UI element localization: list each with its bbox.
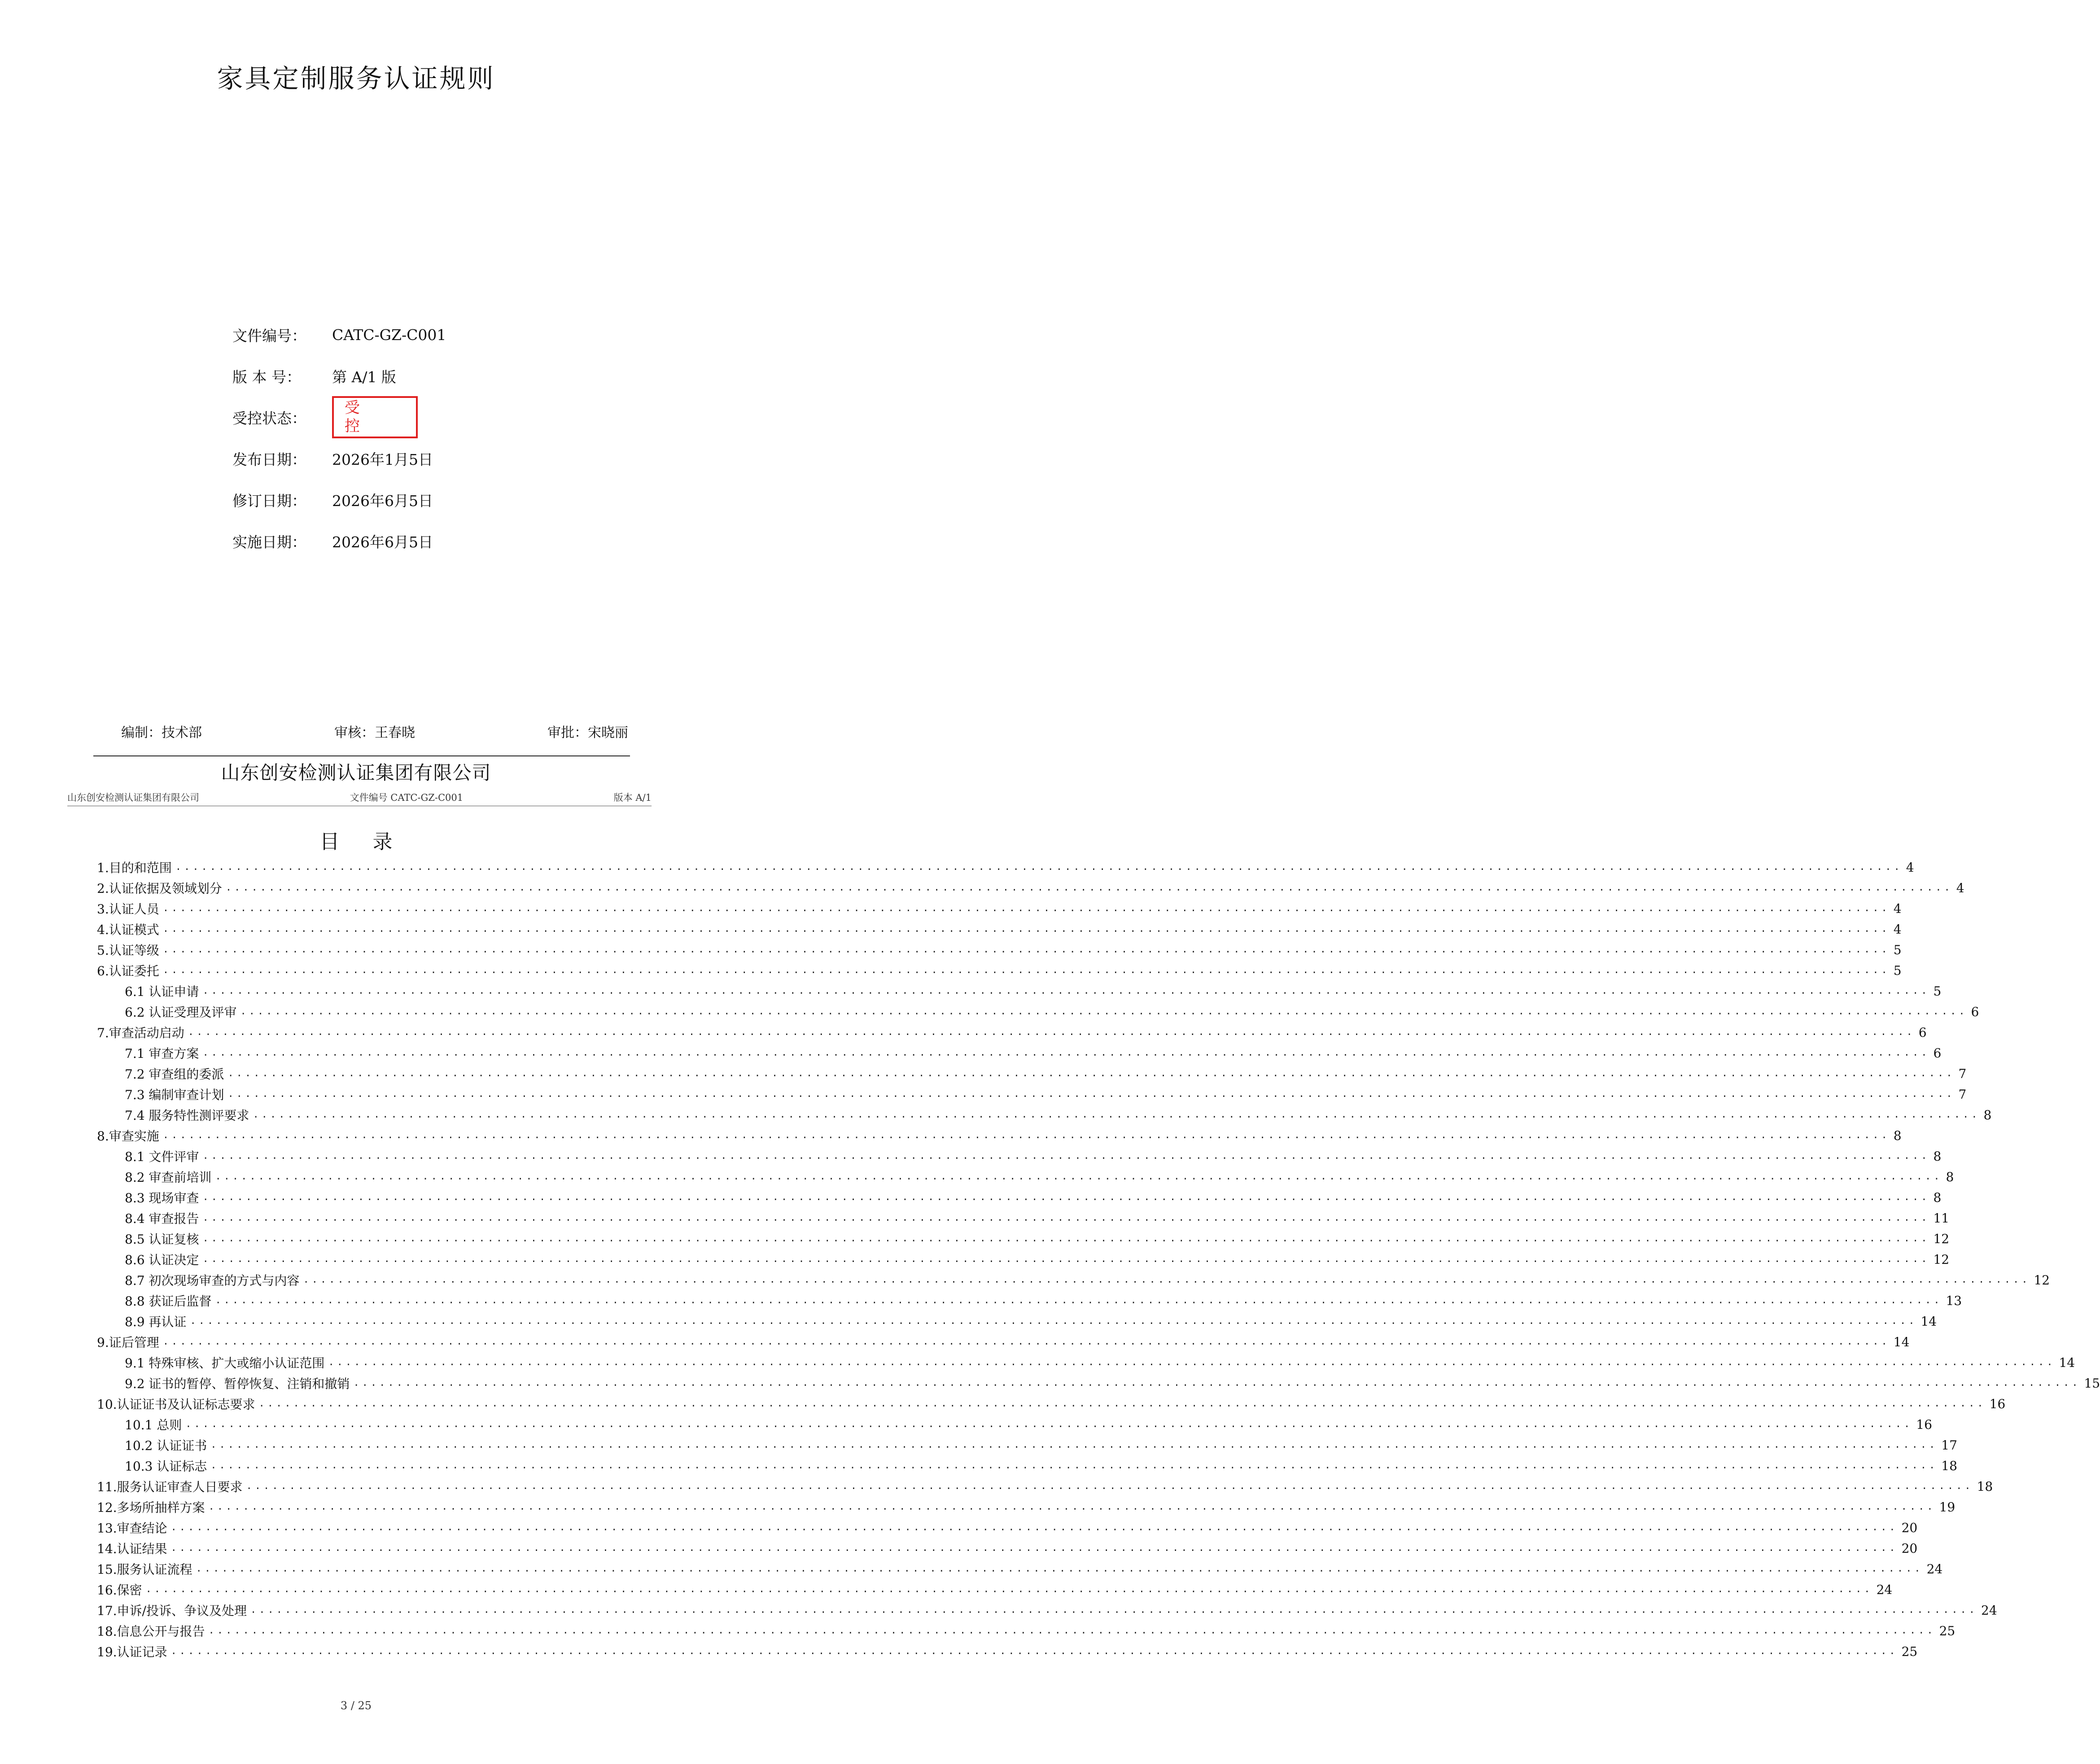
toc-leader-dots: ........................................................................................................................................................................................................ (162, 1336, 1890, 1347)
toc-leader-dots: ........................................................................................................................................................................................................ (228, 1088, 1955, 1100)
toc-entry-page: 8 (1983, 1107, 1992, 1122)
toc-leader-dots: ........................................................................................................................................................................................................ (171, 1646, 1898, 1657)
meta-value: CATC-GZ-C001 (332, 326, 446, 344)
toc-entry-title: 7.审查活动启动 (97, 1026, 184, 1040)
header-version: 版本 A/1 (613, 792, 652, 803)
toc-entry[interactable] (97, 1228, 1950, 1249)
toc-entry-title: 14.认证结果 (97, 1541, 167, 1556)
toc-entry-page: 11 (1933, 1210, 1950, 1226)
toc-entry-page: 24 (1981, 1602, 1997, 1618)
toc-entry-title: 8.9 再认证 (125, 1314, 187, 1329)
toc-entry[interactable] (97, 898, 1902, 919)
toc-entry-page: 4 (1956, 880, 1964, 895)
toc-entry[interactable] (97, 939, 1902, 960)
toc-entry[interactable] (97, 919, 1902, 939)
toc-leader-dots: ........................................................................................................................................................................................................ (162, 965, 1890, 976)
toc-leader-dots: ........................................................................................................................................................................................................ (210, 1439, 1938, 1450)
toc-entry-title: 12.多场所抽样方案 (97, 1500, 205, 1515)
toc-entry-title: 7.2 审查组的委派 (125, 1067, 224, 1082)
meta-row-file-number (232, 314, 446, 355)
toc-entry[interactable] (97, 1187, 1942, 1208)
toc-entry[interactable] (97, 1414, 1932, 1435)
toc-leader-dots: ........................................................................................................................................................................................................ (250, 1604, 1978, 1616)
toc-entry-page: 7 (1958, 1066, 1967, 1081)
compiled-by: 编制：技术部 (121, 725, 202, 741)
toc-entry-title: 8.审查实施 (97, 1129, 159, 1144)
toc-entry-title: 13.审查结论 (97, 1521, 167, 1536)
toc-leader-dots: ........................................................................................................................................................................................................ (175, 861, 1903, 873)
toc-entry[interactable] (97, 1641, 1918, 1662)
toc-entry-page: 6 (1971, 1004, 1979, 1019)
toc-entry-title: 9.证后管理 (97, 1335, 159, 1350)
meta-row-revision-date (232, 479, 446, 520)
toc-leader-dots: ........................................................................................................................................................................................................ (328, 1357, 2056, 1368)
toc-leader-dots: ........................................................................................................................................................................................................ (258, 1398, 1986, 1409)
header-file-number: 文件编号 CATC-GZ-C001 (350, 792, 464, 803)
toc-entry[interactable] (97, 1579, 1893, 1600)
toc-title (0, 825, 712, 854)
toc-entry-page: 24 (1876, 1582, 1893, 1597)
meta-value: 2026年6月5日 (332, 533, 433, 551)
toc-entry-title: 8.5 认证复核 (125, 1232, 199, 1247)
toc-entry[interactable] (97, 1435, 1957, 1455)
toc-entry-title: 2.认证依据及领域划分 (97, 881, 222, 896)
signature-line (121, 721, 628, 741)
toc-entry[interactable] (97, 1476, 1993, 1497)
toc-leader-dots: ........................................................................................................................................................................................................ (240, 1006, 1968, 1017)
toc-entry-title: 19.认证记录 (97, 1645, 167, 1659)
toc-entry-title: 1.目的和范围 (97, 860, 172, 875)
meta-label: 文件编号： (232, 327, 306, 345)
toc-leader-dots: ........................................................................................................................................................................................................ (162, 923, 1890, 934)
toc-leader-dots: ........................................................................................................................................................................................................ (188, 1026, 1915, 1038)
toc-leader-dots: ........................................................................................................................................................................................................ (253, 1109, 1980, 1120)
meta-label: 实施日期： (232, 533, 306, 551)
toc-leader-dots: ........................................................................................................................................................................................................ (208, 1625, 1936, 1636)
toc-leader-dots: ........................................................................................................................................................................................................ (202, 1192, 1930, 1203)
toc-entry-page: 8 (1946, 1169, 1954, 1184)
toc-leader-dots: ........................................................................................................................................................................................................ (303, 1274, 2030, 1285)
toc-entry-title: 6.认证委托 (97, 964, 159, 978)
meta-value: 第 A/1 版 (332, 368, 396, 386)
toc-entry[interactable] (97, 1063, 1967, 1084)
toc-leader-dots: ........................................................................................................................................................................................................ (353, 1377, 2081, 1388)
toc-entry-title: 7.1 审查方案 (125, 1046, 199, 1061)
toc-leader-dots: ........................................................................................................................................................................................................ (202, 985, 1930, 996)
toc-entry-page: 14 (2059, 1355, 2075, 1370)
toc-entry[interactable] (97, 1620, 1956, 1641)
toc-entry-page: 6 (1933, 1045, 1942, 1061)
reviewed-by: 审核：王春晓 (334, 725, 415, 741)
toc-entry-page: 16 (1916, 1417, 1932, 1432)
toc-entry[interactable] (97, 1290, 1962, 1311)
meta-value: 2026年1月5日 (332, 450, 433, 468)
toc-entry-title: 10.1 总则 (125, 1418, 182, 1432)
toc-entry-title: 8.4 审查报告 (125, 1211, 199, 1226)
toc-entry[interactable] (97, 878, 1964, 898)
toc-entry-page: 8 (1933, 1190, 1942, 1205)
toc-entry[interactable] (97, 1455, 1957, 1476)
table-of-contents (97, 857, 2100, 1662)
toc-entry[interactable] (97, 1517, 1918, 1538)
toc-entry-page: 13 (1946, 1293, 1962, 1308)
meta-label: 发布日期： (232, 450, 306, 468)
toc-entry[interactable] (97, 1022, 1927, 1043)
controlled-stamp (332, 396, 418, 438)
header-company: 山东创安检测认证集团有限公司 (67, 792, 199, 803)
toc-entry[interactable] (97, 1352, 2075, 1373)
toc-entry-page: 6 (1918, 1025, 1927, 1040)
meta-row-effective-date (232, 520, 446, 562)
toc-entry[interactable] (97, 960, 1902, 981)
toc-entry-title: 8.6 认证决定 (125, 1253, 199, 1267)
toc-entry-title: 18.信息公开与报告 (97, 1624, 205, 1639)
toc-entry-title: 3.认证人员 (97, 902, 159, 917)
toc-entry-page: 20 (1901, 1520, 1918, 1535)
toc-entry[interactable] (97, 1311, 1937, 1332)
toc-entry[interactable] (97, 1373, 2100, 1393)
page-number: 3 / 25 (340, 1699, 372, 1712)
toc-leader-dots: ........................................................................................................................................................................................................ (202, 1047, 1930, 1058)
toc-leader-dots: ........................................................................................................................................................................................................ (162, 1130, 1890, 1141)
meta-row-version (232, 355, 446, 397)
toc-leader-dots: ........................................................................................................................................................................................................ (171, 1542, 1898, 1554)
toc-entry-page: 5 (1933, 983, 1942, 999)
document-meta (232, 314, 446, 562)
toc-entry[interactable] (97, 981, 1942, 1001)
toc-entry-page: 20 (1901, 1541, 1918, 1556)
toc-leader-dots: ........................................................................................................................................................................................................ (190, 1315, 1917, 1327)
toc-entry[interactable] (97, 1332, 1910, 1352)
toc-leader-dots: ........................................................................................................................................................................................................ (171, 1522, 1898, 1533)
toc-entry-title: 5.认证等级 (97, 943, 159, 958)
toc-entry-page: 12 (1933, 1252, 1950, 1267)
toc-entry[interactable] (97, 1105, 1992, 1125)
toc-leader-dots: ........................................................................................................................................................................................................ (246, 1480, 1973, 1492)
toc-leader-dots: ........................................................................................................................................................................................................ (202, 1253, 1930, 1265)
toc-entry[interactable] (97, 1208, 1950, 1228)
toc-entry-page: 19 (1939, 1499, 1956, 1515)
toc-entry-title: 10.认证证书及认证标志要求 (97, 1397, 255, 1412)
toc-entry-page: 8 (1933, 1148, 1942, 1164)
toc-entry-title: 8.1 文件评审 (125, 1149, 199, 1164)
toc-entry-page: 25 (1939, 1623, 1956, 1638)
toc-entry-page: 12 (1933, 1231, 1950, 1246)
toc-leader-dots: ........................................................................................................................................................................................................ (202, 1150, 1930, 1161)
toc-leader-dots: ........................................................................................................................................................................................................ (202, 1212, 1930, 1223)
toc-leader-dots: ........................................................................................................................................................................................................ (215, 1171, 1942, 1182)
toc-leader-dots: ........................................................................................................................................................................................................ (162, 944, 1890, 955)
toc-entry[interactable] (97, 857, 1914, 878)
toc-entry-page: 12 (2034, 1272, 2050, 1288)
toc-title-text: 目 录 (319, 830, 406, 853)
toc-entry[interactable] (97, 1559, 1943, 1579)
meta-label: 版 本 号： (232, 368, 301, 386)
toc-entry-page: 5 (1893, 942, 1902, 957)
page-header (67, 790, 652, 804)
toc-entry-page: 17 (1941, 1437, 1957, 1453)
toc-entry-title: 6.2 认证受理及评审 (125, 1005, 237, 1020)
toc-entry[interactable] (97, 1538, 1918, 1559)
toc-entry[interactable] (97, 1125, 1902, 1146)
toc-entry[interactable] (97, 1084, 1967, 1105)
toc-leader-dots: ........................................................................................................................................................................................................ (210, 1460, 1938, 1471)
toc-entry-title: 9.2 证书的暂停、暂停恢复、注销和撤销 (125, 1376, 350, 1391)
meta-row-control-status (232, 397, 446, 438)
toc-entry-title: 15.服务认证流程 (97, 1562, 192, 1577)
toc-entry-title: 7.3 编制审查计划 (125, 1087, 224, 1102)
toc-entry-title: 4.认证模式 (97, 922, 159, 937)
toc-leader-dots: ........................................................................................................................................................................................................ (196, 1563, 1923, 1574)
toc-entry-title: 16.保密 (97, 1583, 142, 1598)
toc-entry-title: 9.1 特殊审核、扩大或缩小认证范围 (125, 1356, 325, 1371)
toc-entry-title: 6.1 认证申请 (125, 984, 199, 999)
toc-entry-page: 16 (1989, 1396, 2006, 1411)
approved-by: 审批：宋晓丽 (547, 725, 628, 741)
stamp-text: 受 控 (345, 399, 372, 435)
toc-leader-dots: ........................................................................................................................................................................................................ (208, 1501, 1936, 1512)
toc-leader-dots: ........................................................................................................................................................................................................ (228, 1068, 1955, 1079)
toc-entry-title: 8.7 初次现场审查的方式与内容 (125, 1273, 300, 1288)
toc-entry[interactable] (97, 1393, 2006, 1414)
toc-entry[interactable] (97, 1146, 1942, 1166)
toc-entry[interactable] (97, 1600, 1997, 1620)
toc-entry-page: 4 (1893, 921, 1902, 937)
meta-label: 修订日期： (232, 492, 306, 510)
toc-entry-title: 10.2 认证证书 (125, 1438, 207, 1453)
toc-leader-dots: ........................................................................................................................................................................................................ (185, 1419, 1913, 1430)
toc-leader-dots: ........................................................................................................................................................................................................ (162, 903, 1890, 914)
toc-entry-title: 7.4 服务特性测评要求 (125, 1108, 249, 1123)
toc-entry-title: 11.服务认证审查人日要求 (97, 1480, 243, 1494)
toc-leader-dots: ........................................................................................................................................................................................................ (215, 1295, 1942, 1306)
toc-entry[interactable] (97, 1043, 1942, 1063)
toc-leader-dots: ........................................................................................................................................................................................................ (202, 1233, 1930, 1244)
toc-entry-title: 8.3 现场审查 (125, 1191, 199, 1205)
toc-leader-dots: ........................................................................................................................................................................................................ (225, 882, 1953, 893)
toc-entry-page: 24 (1926, 1561, 1943, 1576)
toc-entry[interactable] (97, 1497, 1956, 1517)
company-name: 山东创安检测认证集团有限公司 (221, 762, 491, 784)
toc-entry[interactable] (97, 1249, 1950, 1270)
document-title: 家具定制服务认证规则 (217, 63, 495, 94)
meta-value: 2026年6月5日 (332, 492, 433, 510)
toc-entry[interactable] (97, 1001, 1979, 1022)
divider (93, 755, 630, 756)
toc-entry[interactable] (97, 1270, 2050, 1290)
toc-entry-page: 7 (1958, 1087, 1967, 1102)
toc-entry-page: 14 (1921, 1314, 1937, 1329)
toc-leader-dots: ........................................................................................................................................................................................................ (145, 1584, 1873, 1595)
toc-entry-title: 8.8 获证后监督 (125, 1294, 212, 1309)
toc-entry-title: 17.申诉/投诉、争议及处理 (97, 1603, 247, 1618)
toc-entry-page: 8 (1893, 1128, 1902, 1143)
toc-entry-page: 15 (2084, 1375, 2100, 1391)
toc-entry[interactable] (97, 1166, 1954, 1187)
meta-row-publish-date (232, 438, 446, 479)
toc-entry-page: 4 (1906, 860, 1914, 875)
meta-label: 受控状态： (232, 409, 306, 427)
toc-entry-page: 25 (1901, 1644, 1918, 1659)
toc-entry-page: 14 (1893, 1334, 1910, 1349)
toc-entry-page: 18 (1977, 1479, 1993, 1494)
toc-entry-page: 4 (1893, 901, 1902, 916)
toc-entry-page: 5 (1893, 963, 1902, 978)
toc-entry-title: 8.2 审查前培训 (125, 1170, 212, 1185)
toc-entry-title: 10.3 认证标志 (125, 1459, 207, 1474)
toc-entry-page: 18 (1941, 1458, 1957, 1473)
